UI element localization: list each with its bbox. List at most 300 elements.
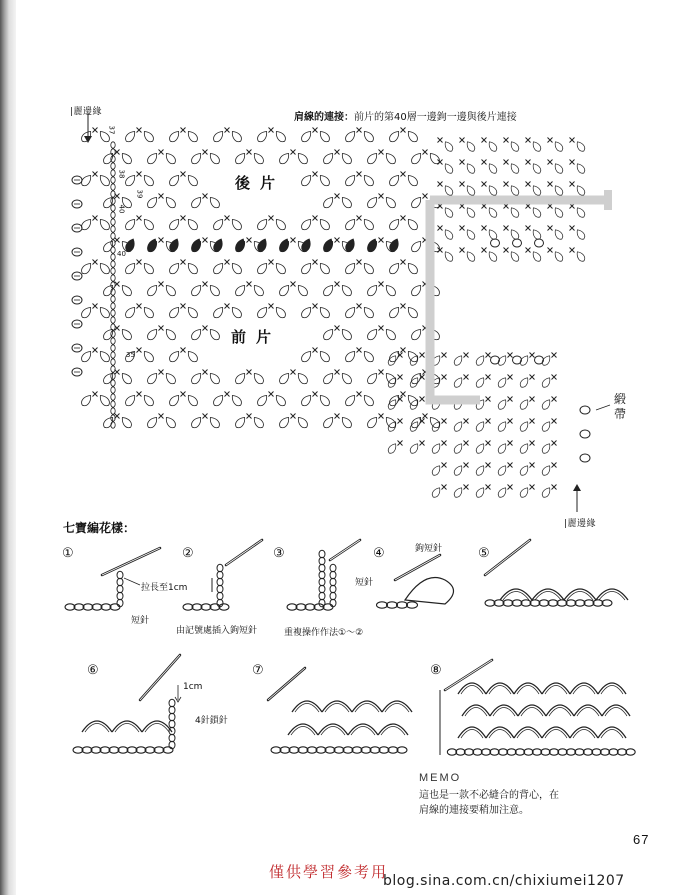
sc-x-symbol (247, 370, 252, 375)
chain-stitch-symbol (111, 170, 115, 176)
dc-cluster-symbol (497, 376, 509, 389)
sc-x-symbol (137, 392, 142, 397)
dc-cluster-symbol (234, 415, 248, 429)
sc-x-symbol (357, 128, 362, 133)
dc-cluster-symbol (186, 393, 200, 407)
sc-x-symbol (401, 128, 406, 133)
sc-x-symbol (420, 353, 425, 358)
chain-stitch-illustration (343, 747, 353, 753)
step-4-note: 鉤短針 (415, 544, 443, 554)
dc-cluster-symbol (146, 371, 160, 385)
sc-x-symbol (570, 182, 575, 187)
back-piece-label: 後片 (231, 172, 289, 193)
chain-stitch-illustration (515, 749, 524, 755)
step-6-number: ⑥ (87, 663, 99, 678)
sc-x-symbol (482, 182, 487, 187)
sc-x-symbol (247, 282, 252, 287)
shoulder-join-text: 前片的第40層一邊鉤一邊與後片連接 (354, 112, 517, 123)
dc-cluster-symbol (406, 261, 420, 275)
dc-cluster-symbol (322, 327, 336, 341)
dc-cluster-symbol (146, 195, 160, 209)
dc-cluster-symbol (410, 283, 424, 297)
loop-column-illustration (330, 571, 336, 579)
sc-x-symbol (159, 194, 164, 199)
loop-column-illustration (217, 585, 223, 593)
dc-cluster-symbol (541, 464, 553, 477)
dc-cluster-symbol (509, 206, 521, 219)
edge-arrow-bottom-head (573, 484, 581, 491)
dc-cluster-symbol (186, 261, 200, 275)
sc-x-symbol (570, 138, 575, 143)
sc-x-symbol (137, 128, 142, 133)
dc-cluster-symbol (509, 162, 521, 175)
dc-cluster-symbol (410, 195, 424, 209)
dc-cluster-symbol (497, 464, 509, 477)
dc-cluster-symbol (487, 184, 499, 197)
sc-x-symbol (159, 370, 164, 375)
dc-cluster-symbol (340, 283, 354, 297)
sc-x-symbol (357, 216, 362, 221)
dc-cluster-symbol (575, 228, 587, 241)
sc-x-symbol (548, 160, 553, 165)
chain-stitch-illustration (388, 747, 398, 753)
edge-loop-symbol (491, 239, 500, 247)
sc-x-symbol (401, 392, 406, 397)
pointer-line (124, 578, 140, 585)
dc-cluster-symbol (344, 129, 358, 143)
dc-cluster-symbol (230, 305, 244, 319)
step-5-number: ⑤ (478, 546, 490, 561)
dc-cluster-symbol (410, 239, 424, 253)
sc-x-symbol (379, 282, 384, 287)
loop-column-illustration (217, 571, 223, 579)
chain-stitch-illustration (154, 747, 164, 753)
loop-column-illustration (330, 578, 336, 586)
sc-x-symbol (482, 138, 487, 143)
dc-cluster-symbol (322, 283, 336, 297)
crochet-hook-highlight (485, 540, 530, 575)
dc-cluster-symbol (168, 217, 182, 231)
dc-cluster-symbol (553, 250, 565, 263)
sc-x-symbol (460, 160, 465, 165)
sc-x-symbol (508, 353, 513, 358)
chain-stitch-illustration (512, 600, 522, 606)
sc-x-symbol (269, 216, 274, 221)
chain-stitch-symbol (111, 268, 115, 274)
dc-cluster-symbol (318, 173, 332, 187)
dc-cluster-symbol (146, 283, 160, 297)
dc-cluster-symbol (553, 228, 565, 241)
sc-x-symbol (291, 150, 296, 155)
chain-stitch-illustration (370, 747, 380, 753)
chain-stitch-illustration (83, 604, 93, 610)
sc-x-symbol (508, 419, 513, 424)
sc-x-symbol (398, 441, 403, 446)
dc-cluster-symbol (362, 217, 376, 231)
dc-cluster-symbol (142, 305, 156, 319)
chain-stitch-symbol (111, 394, 115, 400)
sc-x-symbol (137, 216, 142, 221)
dc-cluster-symbol (252, 283, 266, 297)
dc-cluster-symbol (296, 371, 310, 385)
dc-cluster-symbol (384, 195, 398, 209)
dc-cluster-symbol (120, 327, 134, 341)
dc-cluster-symbol (431, 464, 443, 477)
dc-cluster-symbol (362, 393, 376, 407)
dc-cluster-symbol (234, 151, 248, 165)
dc-cluster-symbol (164, 151, 178, 165)
sc-x-symbol (548, 226, 553, 231)
sc-x-symbol (401, 260, 406, 265)
chain-stitch-symbol (111, 156, 115, 162)
dc-cluster-symbol (453, 464, 465, 477)
sc-x-symbol (247, 150, 252, 155)
dc-cluster-symbol (541, 398, 553, 411)
sc-x-symbol (335, 414, 340, 419)
dc-cluster-symbol (168, 349, 182, 363)
sc-x-symbol (460, 182, 465, 187)
sc-x-symbol (357, 392, 362, 397)
chain-stitch-symbol (111, 387, 115, 393)
sc-x-symbol (137, 304, 142, 309)
chain-stitch-illustration (494, 600, 504, 606)
chain-stitch-illustration (145, 747, 155, 753)
dc-cluster-symbol (541, 420, 553, 433)
dc-cluster-symbol (120, 151, 134, 165)
sc-x-symbol (203, 150, 208, 155)
step-1-length-note: 拉長至1cm (141, 583, 188, 593)
dc-cluster-symbol (366, 283, 380, 297)
dc-cluster-symbol (102, 151, 116, 165)
chain-stitch-illustration (397, 602, 408, 608)
dc-cluster-symbol (212, 305, 226, 319)
loop-column-illustration (169, 706, 175, 714)
sc-x-symbol (313, 216, 318, 221)
dc-cluster-symbol (278, 371, 292, 385)
sc-x-symbol (438, 248, 443, 253)
chain-stitch-symbol (111, 366, 115, 372)
loop-column-illustration (319, 564, 325, 572)
dc-cluster-symbol (212, 393, 226, 407)
dc-cluster-symbol (384, 151, 398, 165)
loop-column-illustration (330, 585, 336, 593)
dc-cluster-symbol (124, 173, 138, 187)
dc-cluster-symbol (212, 129, 226, 143)
sc-x-symbol (530, 353, 535, 358)
sc-x-symbol (504, 182, 509, 187)
sc-x-symbol (379, 150, 384, 155)
crochet-hook-highlight (268, 668, 305, 700)
dc-cluster-symbol (487, 162, 499, 175)
dc-cluster-symbol (80, 261, 94, 275)
sc-x-symbol (159, 282, 164, 287)
loop-column-illustration (217, 564, 223, 572)
dc-cluster-symbol (465, 206, 477, 219)
dc-cluster-symbol (344, 305, 358, 319)
sc-x-symbol (335, 150, 340, 155)
row-number-38: 38 (117, 169, 126, 179)
sc-x-symbol (291, 370, 296, 375)
dc-cluster-symbol (230, 261, 244, 275)
sc-x-symbol (420, 441, 425, 446)
chain-stitch-symbol (111, 422, 115, 428)
loop-column-illustration (217, 578, 223, 586)
sc-x-symbol (508, 397, 513, 402)
sc-x-symbol (181, 128, 186, 133)
sc-x-symbol (442, 375, 447, 380)
sc-x-symbol (181, 348, 186, 353)
chain-stitch-illustration (549, 749, 558, 755)
chain-stitch-illustration (592, 749, 601, 755)
chain-stitch-symbol (111, 254, 115, 260)
chain-stitch-illustration (91, 747, 101, 753)
dc-cluster-symbol (362, 129, 376, 143)
chain-stitch-illustration (498, 749, 507, 755)
dc-cluster-symbol (234, 371, 248, 385)
sc-x-symbol (269, 304, 274, 309)
chain-stitch-illustration (609, 749, 618, 755)
sc-x-symbol (93, 348, 98, 353)
dc-cluster-symbol (168, 129, 182, 143)
dc-cluster-symbol (387, 442, 399, 455)
sc-x-symbol (357, 348, 362, 353)
dc-cluster-symbol (142, 173, 156, 187)
dc-cluster-symbol (475, 486, 487, 499)
sc-x-symbol (181, 260, 186, 265)
sc-x-symbol (530, 397, 535, 402)
dc-cluster-symbol (322, 195, 336, 209)
dc-cluster-symbol (142, 393, 156, 407)
sc-x-symbol (398, 419, 403, 424)
sc-x-symbol (482, 160, 487, 165)
row-number-40a: 40 (117, 204, 126, 214)
dc-cluster-symbol (208, 371, 222, 385)
sc-x-symbol (93, 128, 98, 133)
memo-line-1: 這也是一款不必縫合的背心，在 (419, 790, 559, 801)
dc-cluster-symbol (409, 376, 421, 389)
sc-x-symbol (570, 248, 575, 253)
dc-cluster-symbol (212, 261, 226, 275)
dc-cluster-symbol (318, 217, 332, 231)
sc-x-symbol (181, 392, 186, 397)
chain-stitch-illustration (524, 749, 533, 755)
chain-stitch-symbol (111, 338, 115, 344)
dc-cluster-symbol (212, 217, 226, 231)
dc-cluster-symbol (146, 415, 160, 429)
sc-x-symbol (335, 238, 340, 243)
dc-cluster-symbol (124, 393, 138, 407)
step-4-number: ④ (373, 546, 385, 561)
dc-cluster-symbol (274, 217, 288, 231)
dc-cluster-symbol (208, 415, 222, 429)
sc-x-symbol (313, 392, 318, 397)
dc-cluster-symbol (340, 327, 354, 341)
crochet-hook-highlight (330, 540, 360, 560)
dc-cluster-symbol (274, 305, 288, 319)
chain-stitch-symbol (111, 380, 115, 386)
sc-x-symbol (159, 150, 164, 155)
dc-cluster-symbol (124, 305, 138, 319)
dc-cluster-symbol (120, 415, 134, 429)
dc-cluster-symbol (102, 327, 116, 341)
dc-cluster-symbol (164, 327, 178, 341)
chain-stitch-illustration (118, 747, 128, 753)
chain-stitch-symbol (111, 205, 115, 211)
sc-x-symbol (438, 182, 443, 187)
step-1-short-note: 短針 (131, 616, 150, 626)
sc-x-symbol (464, 441, 469, 446)
shoulder-join-band-end (604, 190, 612, 210)
sc-x-symbol (291, 238, 296, 243)
dc-cluster-symbol (453, 486, 465, 499)
sc-x-symbol (401, 304, 406, 309)
dc-cluster-symbol (487, 206, 499, 219)
dc-cluster-symbol (409, 420, 421, 433)
dc-cluster-symbol (208, 151, 222, 165)
dc-cluster-symbol (388, 217, 402, 231)
sc-x-symbol (464, 463, 469, 468)
chain-stitch-symbol (111, 247, 115, 253)
dc-cluster-symbol (388, 173, 402, 187)
chain-stitch-illustration (481, 749, 490, 755)
sc-x-symbol (438, 226, 443, 231)
chain-stitch-symbol (111, 359, 115, 365)
dc-cluster-symbol (168, 173, 182, 187)
sc-x-symbol (137, 172, 142, 177)
sc-x-symbol (269, 128, 274, 133)
step-6-chain-note: 4針鎖針 (195, 716, 228, 726)
sc-x-symbol (486, 441, 491, 446)
dc-cluster-symbol (274, 129, 288, 143)
chain-stitch-illustration (593, 600, 603, 606)
chain-stitch-symbol (111, 142, 115, 148)
sc-x-symbol (335, 370, 340, 375)
dc-cluster-symbol (256, 129, 270, 143)
dc-cluster-symbol (465, 140, 477, 153)
dc-cluster-symbol (190, 195, 204, 209)
dc-cluster-symbol (190, 283, 204, 297)
sc-x-symbol (357, 304, 362, 309)
dc-cluster-symbol (431, 442, 443, 455)
dc-cluster-symbol (344, 173, 358, 187)
chain-stitch-illustration (575, 600, 585, 606)
edge-label-top: |麗邊緣 (70, 107, 103, 117)
sc-x-symbol (486, 375, 491, 380)
net-arch-illustration (596, 589, 628, 600)
chain-stitch-symbol (111, 261, 115, 267)
chain-stitch-illustration (377, 602, 388, 608)
chain-stitch-illustration (566, 600, 576, 606)
sc-x-symbol (93, 172, 98, 177)
sc-x-symbol (203, 282, 208, 287)
sc-x-symbol (508, 441, 513, 446)
chain-stitch-symbol (111, 352, 115, 358)
sc-x-symbol (482, 248, 487, 253)
dc-cluster-symbol (322, 151, 336, 165)
dc-cluster-symbol (300, 305, 314, 319)
chain-stitch-illustration (73, 747, 83, 753)
dc-cluster-symbol (120, 283, 134, 297)
dc-cluster-symbol (80, 393, 94, 407)
dc-cluster-symbol (362, 173, 376, 187)
sc-x-symbol (526, 248, 531, 253)
sc-x-symbol (526, 182, 531, 187)
dc-cluster-symbol (98, 393, 112, 407)
dc-cluster-symbol (410, 327, 424, 341)
dc-cluster-symbol (146, 151, 160, 165)
sc-x-symbol (379, 370, 384, 375)
loop-column-illustration (169, 699, 175, 707)
dc-cluster-symbol (465, 184, 477, 197)
sc-x-symbol (464, 375, 469, 380)
step-6-length-note: 1cm (183, 682, 203, 692)
sc-x-symbol (335, 282, 340, 287)
row-number-39: 39 (135, 189, 144, 199)
dc-cluster-symbol (475, 420, 487, 433)
sc-x-symbol (486, 463, 491, 468)
chain-stitch-symbol (111, 296, 115, 302)
dc-cluster-symbol (409, 442, 421, 455)
step-3-short-note: 短針 (355, 578, 374, 588)
dc-cluster-symbol (366, 371, 380, 385)
shoulder-join-note (294, 108, 517, 123)
chain-stitch-illustration (74, 604, 84, 610)
sc-x-symbol (464, 485, 469, 490)
ribbon-pointer (596, 405, 610, 410)
chain-stitch-illustration (600, 749, 609, 755)
dc-cluster-symbol (142, 129, 156, 143)
sc-x-symbol (442, 441, 447, 446)
chain-stitch-symbol (111, 219, 115, 225)
sc-x-symbol (137, 260, 142, 265)
dc-cluster-symbol (256, 305, 270, 319)
crochet-hook-highlight (226, 540, 262, 565)
chain-stitch-symbol (111, 317, 115, 323)
sc-x-symbol (552, 441, 557, 446)
dc-cluster-symbol (318, 129, 332, 143)
dc-cluster-symbol (475, 354, 487, 367)
chain-stitch-symbol (111, 401, 115, 407)
dc-cluster-symbol (208, 283, 222, 297)
chain-stitch-illustration (485, 600, 495, 606)
dc-cluster-symbol (124, 261, 138, 275)
dc-cluster-symbol (190, 415, 204, 429)
chain-stitch-illustration (163, 747, 173, 753)
dc-cluster-symbol (487, 250, 499, 263)
step-1-number: ① (62, 546, 74, 561)
edge-loop-symbol (513, 239, 522, 247)
dc-cluster-symbol (409, 354, 421, 367)
dc-cluster-symbol (186, 217, 200, 231)
dc-cluster-symbol (164, 195, 178, 209)
chain-stitch-illustration (407, 602, 418, 608)
sc-x-symbol (442, 485, 447, 490)
dc-cluster-symbol (300, 261, 314, 275)
dc-cluster-symbol (322, 371, 336, 385)
chain-stitch-symbol (111, 303, 115, 309)
chain-stitch-symbol (111, 177, 115, 183)
watermark-text: 僅供學習參考用 (269, 863, 389, 881)
sc-x-symbol (181, 216, 186, 221)
sc-x-symbol (357, 172, 362, 177)
dc-cluster-symbol (300, 393, 314, 407)
dc-cluster-symbol (388, 129, 402, 143)
sc-x-symbol (423, 414, 428, 419)
sc-x-symbol (552, 353, 557, 358)
sc-x-symbol (379, 238, 384, 243)
sc-x-symbol (159, 326, 164, 331)
dc-cluster-symbol (453, 354, 465, 367)
